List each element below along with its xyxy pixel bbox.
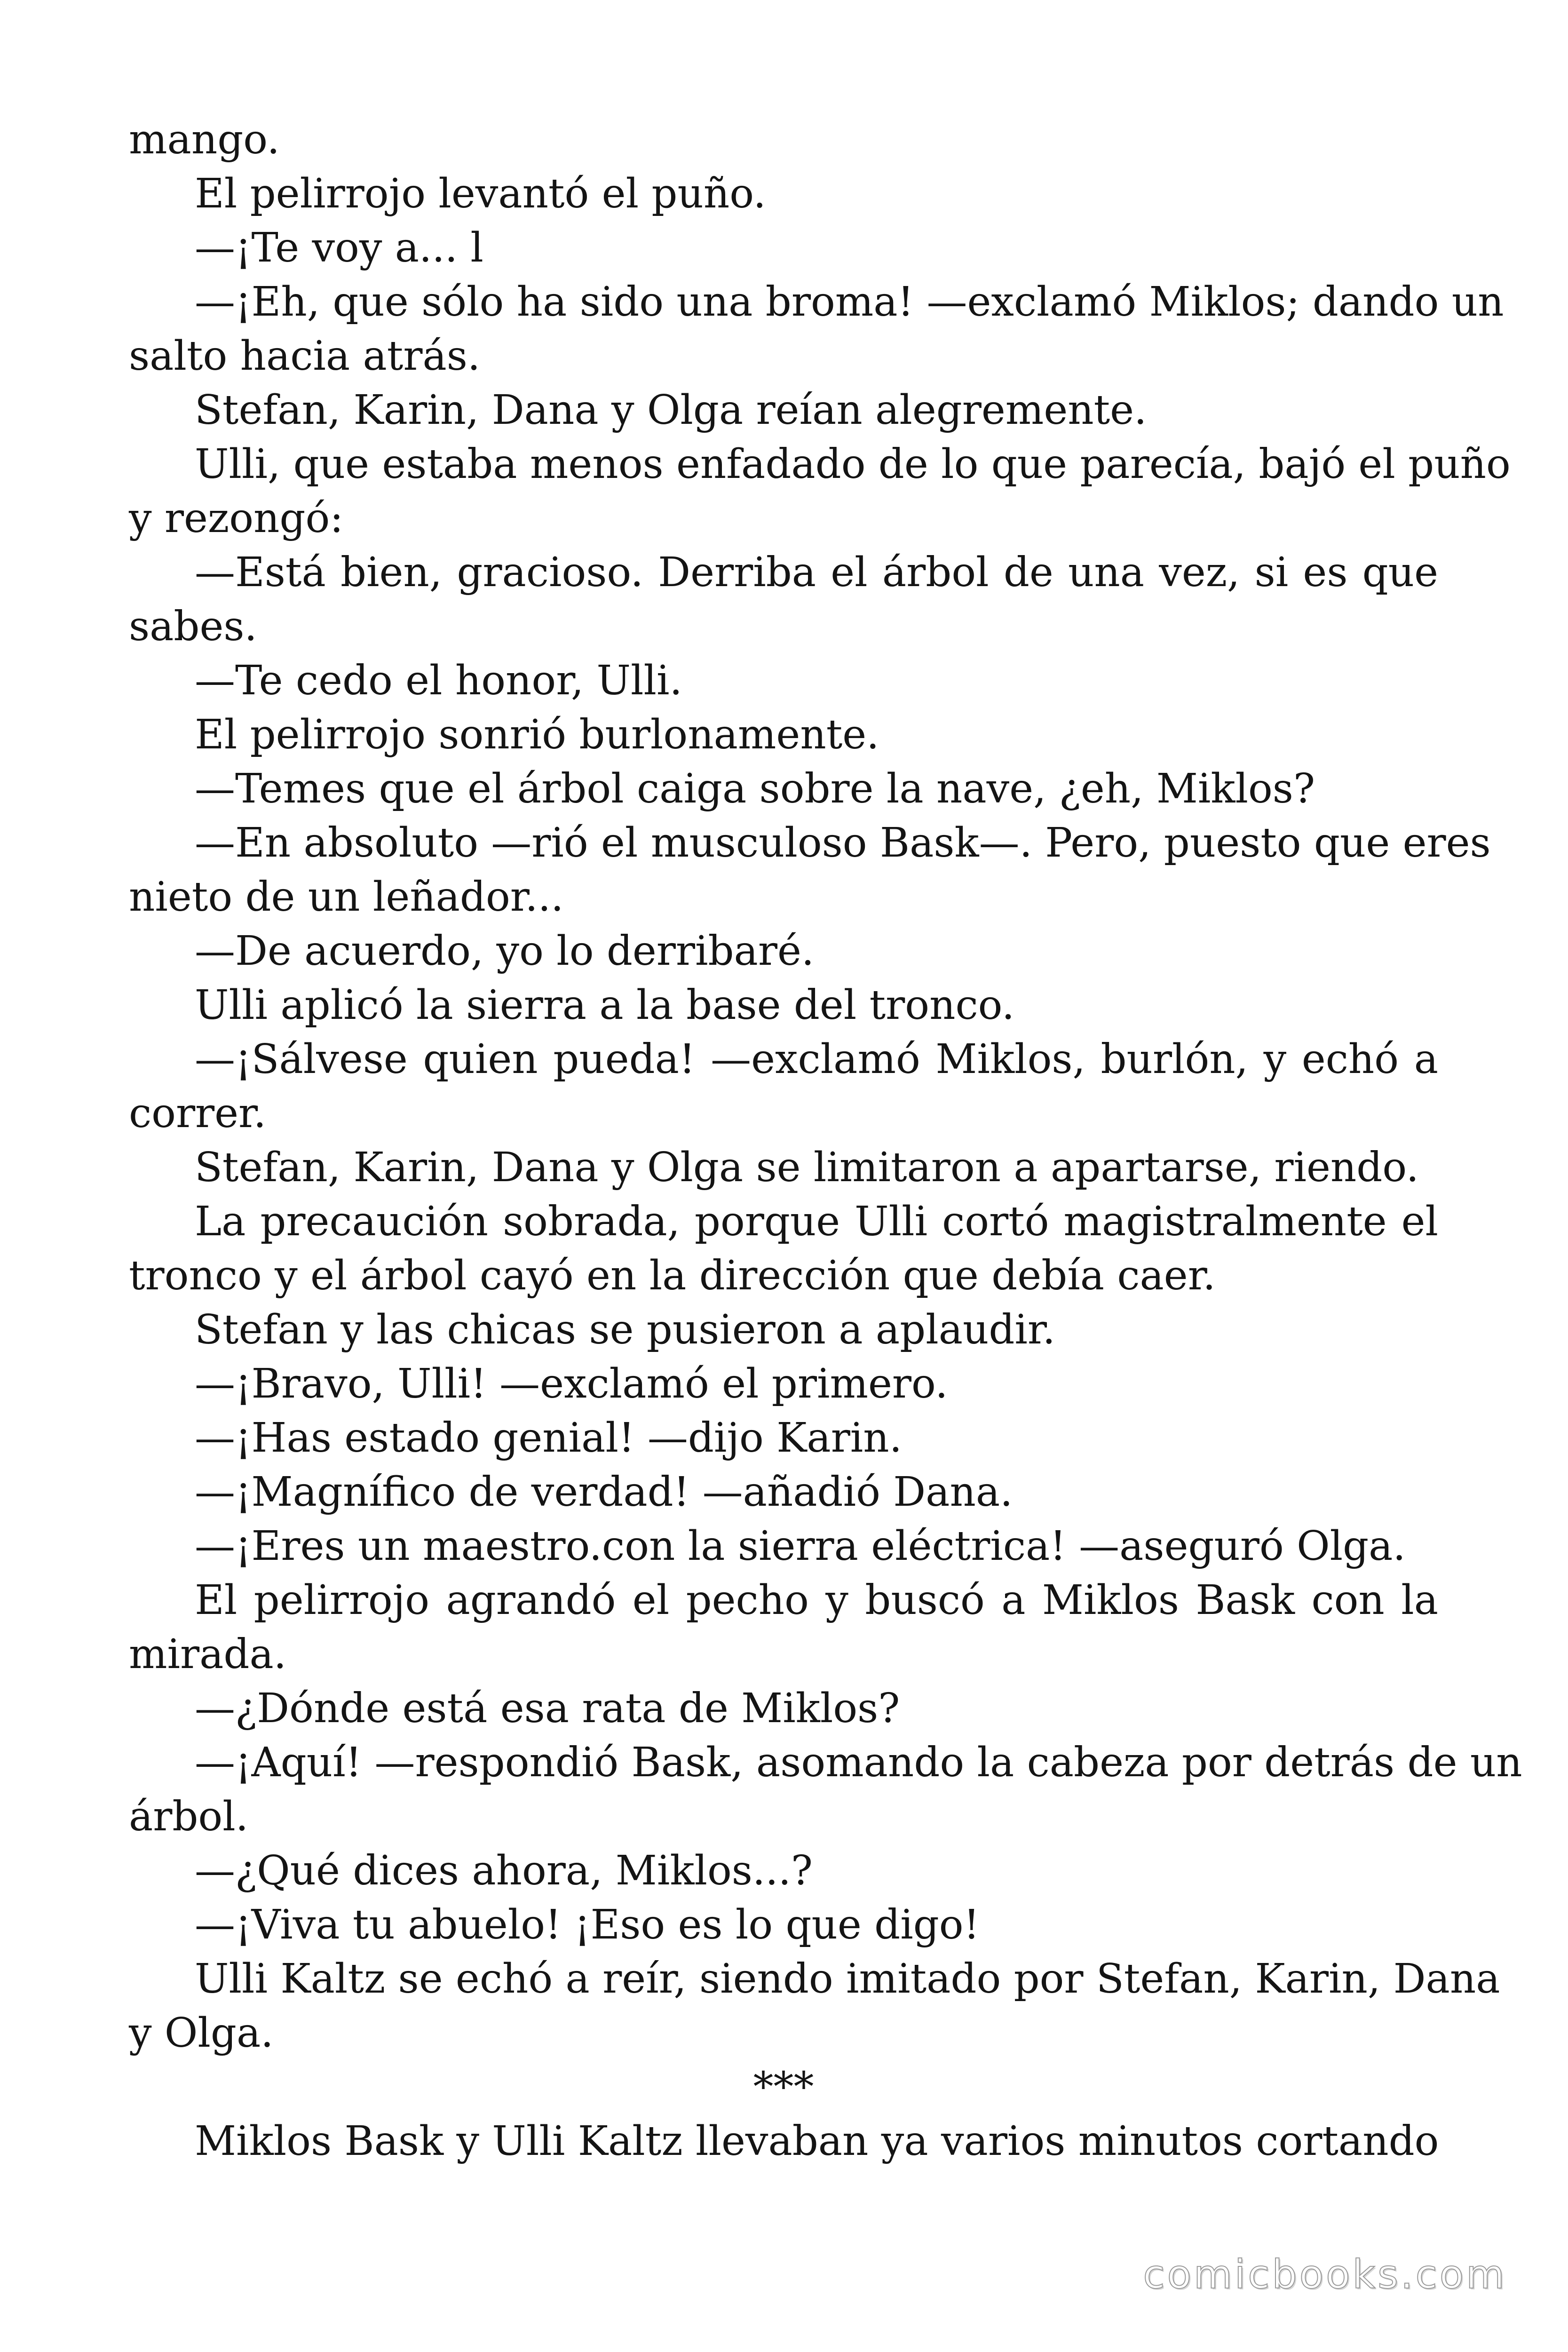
text-line: —En absoluto —rió el musculoso Bask—. Pero, puesto que eres <box>195 819 1491 866</box>
text-line: El pelirrojo sonrió burlonamente. <box>195 711 879 758</box>
book-page-text <box>129 113 1522 2169</box>
text-line: Stefan, Karin, Dana y Olga se limitaron a apartarse, riendo. <box>195 1144 1419 1191</box>
text-line: —¡Has estado genial! —dijo Karin. <box>195 1414 903 1462</box>
text-line: El pelirrojo levantó el puño. <box>195 170 766 217</box>
text-line: —¿Qué dices ahora, Miklos...? <box>195 1847 813 1894</box>
text-line: El pelirrojo agrandó el pecho y buscó a Miklos Bask con la <box>195 1577 1438 1624</box>
text-line: —De acuerdo, yo lo derribaré. <box>195 928 815 975</box>
text-line: mirada. <box>129 1631 287 1678</box>
text-line: Miklos Bask y Ulli Kaltz llevaban ya varios minutos cortando <box>195 2118 1439 2165</box>
text-line: mango. <box>129 116 280 163</box>
text-line: tronco y el árbol cayó en la dirección que debía caer. <box>129 1252 1216 1299</box>
text-line: La precaución sobrada, porque Ulli cortó magistralmente el <box>195 1198 1438 1245</box>
text-line: árbol. <box>129 1793 249 1840</box>
text-line: —¡Eres un maestro.con la sierra eléctrica! —aseguró Olga. <box>195 1523 1406 1570</box>
text-line: —Temes que el árbol caiga sobre la nave, ¿eh, Miklos? <box>195 765 1315 812</box>
watermark-logo: comicbooks.com <box>1143 2251 1507 2297</box>
text-line: —¡Te voy a... l <box>195 224 483 271</box>
text-line: —¡Aquí! —respondió Bask, asomando la cabeza por detrás de un <box>195 1739 1522 1786</box>
text-line: Ulli aplicó la sierra a la base del tronco. <box>195 982 1015 1029</box>
text-line: —¡Magnífico de verdad! —añadió Dana. <box>195 1469 1013 1516</box>
text-line: —¡Sálvese quien pueda! —exclamó Miklos, burlón, y echó a <box>195 1036 1438 1083</box>
text-line: Stefan y las chicas se pusieron a aplaudir. <box>195 1306 1055 1353</box>
text-line: —¡Viva tu abuelo! ¡Eso es lo que digo! <box>195 1901 980 1948</box>
text-line: y Olga. <box>129 2010 274 2057</box>
text-line: y rezongó: <box>129 495 344 542</box>
text-line: —Está bien, gracioso. Derriba el árbol de una vez, si es que <box>195 549 1438 596</box>
text-line: correr. <box>129 1090 267 1137</box>
text-line: nieto de un leñador... <box>129 874 564 921</box>
text-line: Ulli Kaltz se echó a reír, siendo imitado por Stefan, Karin, Dana <box>195 1955 1500 2002</box>
section-separator: *** <box>753 2064 814 2111</box>
text-line: sabes. <box>129 603 257 650</box>
text-line: Ulli, que estaba menos enfadado de lo que parecía, bajó el puño <box>195 441 1511 488</box>
text-line: Stefan, Karin, Dana y Olga reían alegremente. <box>195 387 1147 434</box>
text-line: —¡Bravo, Ulli! —exclamó el primero. <box>195 1360 948 1407</box>
text-line: —¿Dónde está esa rata de Miklos? <box>195 1685 900 1732</box>
text-line: —¡Eh, que sólo ha sido una broma! —exclamó Miklos; dando un <box>195 278 1504 326</box>
text-line: —Te cedo el honor, Ulli. <box>195 657 682 704</box>
text-line: salto hacia atrás. <box>129 333 481 380</box>
